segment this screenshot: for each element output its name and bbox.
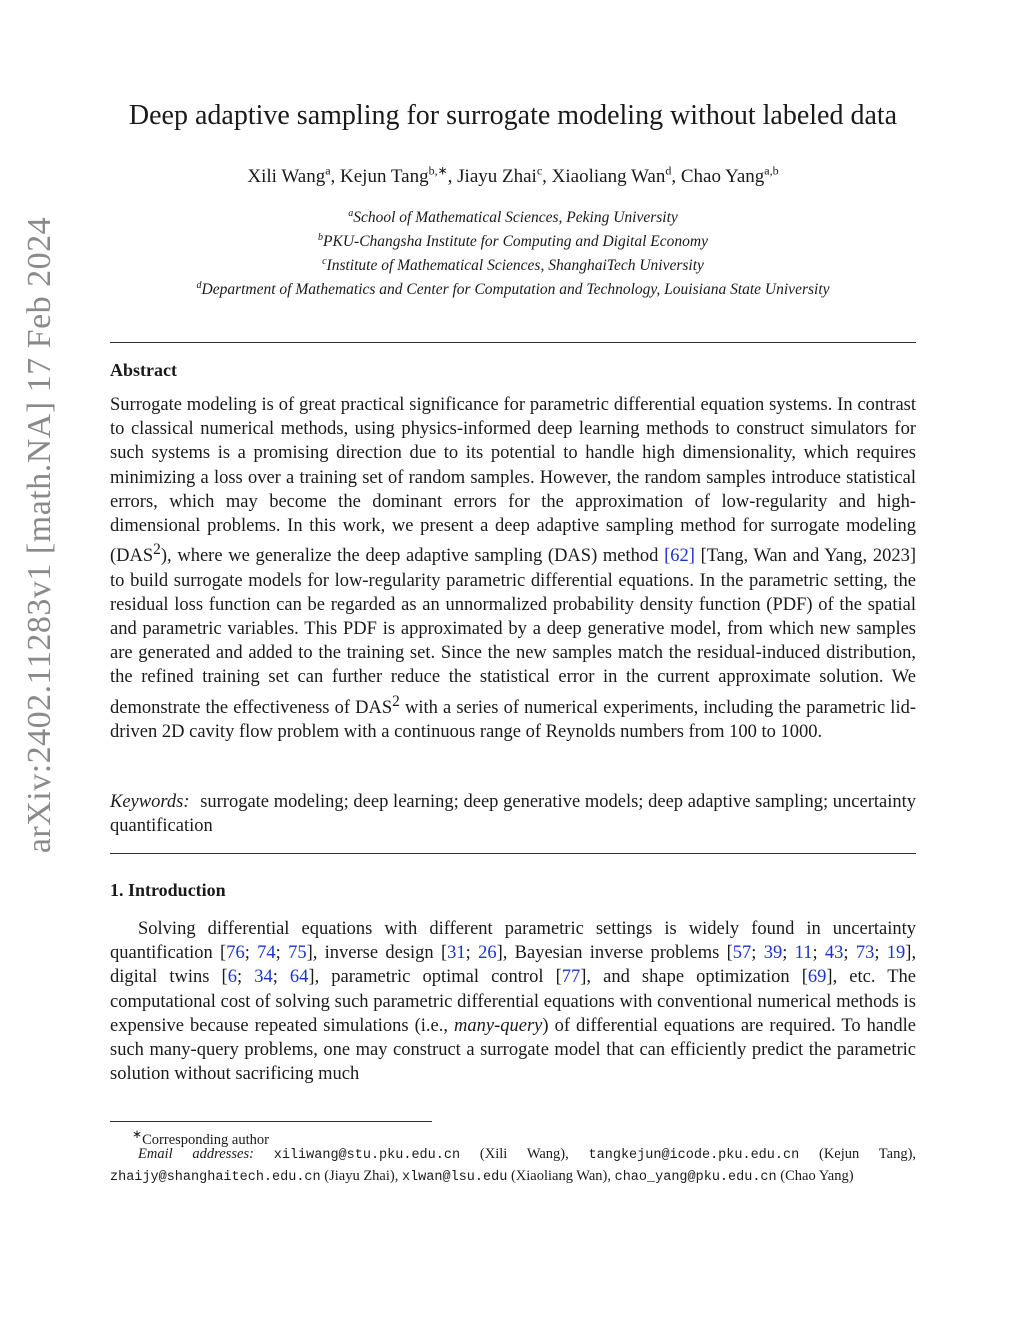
email-footnote: [110, 1144, 916, 1188]
author: [247, 166, 340, 187]
text-run: ;: [874, 943, 887, 964]
citation-link[interactable]: 34: [254, 967, 273, 988]
affiliation-text: PKU-Changsha Institute for Computing and Digital Economy: [323, 233, 708, 251]
text-run: ;: [465, 943, 479, 964]
author-name: Kejun Tang: [340, 166, 429, 188]
email-separator: ,: [394, 1168, 402, 1184]
paper-title: Deep adaptive sampling for surrogate modeling without labeled data: [128, 100, 898, 131]
affiliation-mark: a: [348, 208, 354, 219]
text-run: ;: [751, 943, 764, 964]
affiliation-text: School of Mathematical Sciences, Peking University: [353, 209, 678, 227]
citation-link[interactable]: 64: [289, 967, 309, 988]
citation-link[interactable]: 43: [824, 943, 844, 964]
author-affiliation-mark: a,b: [764, 164, 779, 178]
affiliation-mark: c: [322, 256, 327, 268]
affiliation: [110, 252, 916, 276]
author-name: Xili Wang: [247, 166, 326, 188]
keywords-text: surrogate modeling; deep learning; deep generative models; deep adaptive sampling; uncertainty quantification: [110, 792, 916, 837]
citation-link[interactable]: 57: [732, 943, 752, 964]
introduction-body: [110, 917, 916, 1086]
email-address[interactable]: xlwan@lsu.edu: [401, 1170, 508, 1185]
author-name: Jiayu Zhai: [457, 166, 537, 188]
keywords: [110, 790, 916, 838]
email-separator: ,: [565, 1146, 589, 1162]
abstract-heading: Abstract: [110, 360, 177, 380]
citation-link[interactable]: 26: [478, 943, 497, 964]
introduction-heading: 1. Introduction: [110, 880, 226, 900]
author: [457, 166, 552, 187]
affiliation-text: Institute of Mathematical Sciences, ShanghaiTech University: [326, 257, 704, 275]
citation-link[interactable]: [62]: [664, 546, 695, 567]
emphasis: many-query: [454, 1015, 543, 1036]
citation-link[interactable]: 74: [257, 943, 276, 964]
text-run: ;: [236, 967, 255, 988]
affiliation-mark: d: [196, 280, 202, 292]
author-list: [110, 164, 916, 188]
author: [681, 166, 779, 187]
author-affiliation-mark: a: [325, 164, 331, 178]
bottom-divider: [110, 853, 916, 854]
text-run: ;: [272, 967, 290, 988]
email-address[interactable]: tangkejun@icode.pku.edu.cn: [588, 1148, 800, 1163]
email-owner: (Kejun Tang): [819, 1146, 913, 1162]
citation-link[interactable]: 77: [561, 967, 581, 988]
keywords-label: Keywords:: [110, 792, 190, 812]
email-owner: (Jiayu Zhai): [324, 1168, 395, 1184]
arxiv-identifier-sidebar: [18, 110, 62, 960]
text-run: ], etc. The computational cost of solving such parametric differential equations with conventional numerical methods is expensive because repeated simulations (i.e.,: [110, 967, 916, 1036]
author-affiliation-mark: c: [536, 164, 543, 178]
email-label: Email addresses:: [138, 1146, 254, 1162]
text-run: ], inverse design [: [306, 943, 448, 964]
citation-link[interactable]: 31: [447, 943, 466, 964]
author: [340, 166, 457, 187]
email-separator: ,: [607, 1168, 615, 1184]
author-name: Xiaoliang Wan: [551, 166, 666, 188]
email-separator: ,: [912, 1146, 917, 1162]
author-separator: ,: [447, 166, 458, 188]
text-run: ;: [843, 943, 856, 964]
text-run: Surrogate modeling is of great practical significance for parametric differential equation systems. In contrast to classical numerical methods, using physics-informed deep learning methods to construct simulators for such systems is a promising direction due to its potential to handle high dimensionality, which requires minimizing a loss over a training set of random samples. However, the random samples introduce statistical errors, which may become the dominant errors for the approximation of low-regularity and high-dimensional problems. In this work, we present a deep adaptive sampling method for surrogate modeling (DAS: [110, 395, 916, 567]
citation-link[interactable]: 69: [807, 967, 827, 988]
text-run: ;: [812, 943, 825, 964]
text-run: ], digital twins [: [110, 943, 917, 988]
citation-link[interactable]: 73: [855, 943, 875, 964]
text-run: ], Bayesian inverse problems [: [496, 943, 733, 964]
superscript: 2: [392, 692, 400, 710]
affiliation-text: Department of Mathematics and Center for Computation and Technology, Louisiana State University: [201, 281, 830, 299]
email-address[interactable]: zhaijy@shanghaitech.edu.cn: [110, 1170, 321, 1185]
text-run: ], and shape optimization [: [580, 967, 808, 988]
text-run: ;: [782, 943, 795, 964]
affiliation: [110, 228, 916, 252]
corresponding-author-label: Corresponding author: [142, 1131, 269, 1148]
text-run: ;: [275, 943, 289, 964]
email-owner: (Xiaoliang Wan): [510, 1168, 608, 1184]
text-run: ), where we generalize the deep adaptive sampling (DAS) method: [160, 546, 665, 567]
affiliation-mark: b: [318, 232, 324, 244]
text-run: [Tang, Wan and Yang, 2023] to build surrogate models for low-regularity parametric differential equations. In the parametric setting, the residual loss function can be regarded as an unnormalized probability density function (PDF) of the spatial and parametric variables. This PDF is approximated by a deep generative model, from which new samples are generated and added to the training set. Since the new samples match the residual-induced distribution, the refined training set can further reduce the statistical error in the current approximate solution. We demonstrate the effectiveness of DAS: [110, 546, 916, 718]
citation-link[interactable]: 39: [763, 943, 783, 964]
citation-link[interactable]: 11: [794, 943, 813, 964]
affiliation: [110, 276, 916, 300]
affiliation: [110, 204, 916, 228]
text-run: ) of differential equations are required. To handle such many-query problems, one may construct a surrogate model that can efficiently predict the parametric solution without sacrificing much: [110, 1015, 916, 1085]
author: [552, 166, 681, 187]
author-affiliation-mark: d: [665, 164, 672, 178]
citation-link[interactable]: 75: [288, 943, 307, 964]
author-separator: ,: [330, 166, 341, 188]
citation-link[interactable]: 6: [227, 967, 237, 988]
text-run: with a series of numerical experiments, including the parametric lid-driven 2D cavity flow problem with a continuous range of Reynolds numbers from 100 to 1000.: [110, 697, 916, 742]
citation-link[interactable]: 19: [886, 943, 906, 964]
arxiv-identifier: arXiv:2402.11283v1 [math.NA] 17 Feb 2024: [21, 216, 58, 854]
top-divider: [110, 342, 916, 343]
author-name: Chao Yang: [680, 166, 765, 188]
author-affiliation-mark: b,∗: [428, 164, 448, 178]
email-owner: (Chao Yang): [780, 1168, 854, 1184]
author-separator: ,: [542, 166, 552, 188]
email-owner: (Xili Wang): [479, 1146, 566, 1162]
text-run: Solving differential equations with different parametric settings is widely found in uncertainty quantification [: [110, 919, 916, 964]
abstract-body: [110, 393, 916, 744]
footnote-mark: ∗: [132, 1127, 143, 1141]
email-address[interactable]: chao_yang@pku.edu.cn: [614, 1170, 777, 1185]
citation-link[interactable]: 76: [226, 943, 245, 964]
text-run: ;: [244, 943, 258, 964]
author-separator: ,: [671, 166, 681, 188]
footnote-divider: [110, 1121, 432, 1122]
text-run: ], parametric optimal control [: [308, 967, 562, 988]
email-address[interactable]: xiliwang@stu.pku.edu.cn: [273, 1148, 461, 1163]
affiliation-list: [110, 204, 916, 301]
superscript: 2: [153, 541, 161, 559]
